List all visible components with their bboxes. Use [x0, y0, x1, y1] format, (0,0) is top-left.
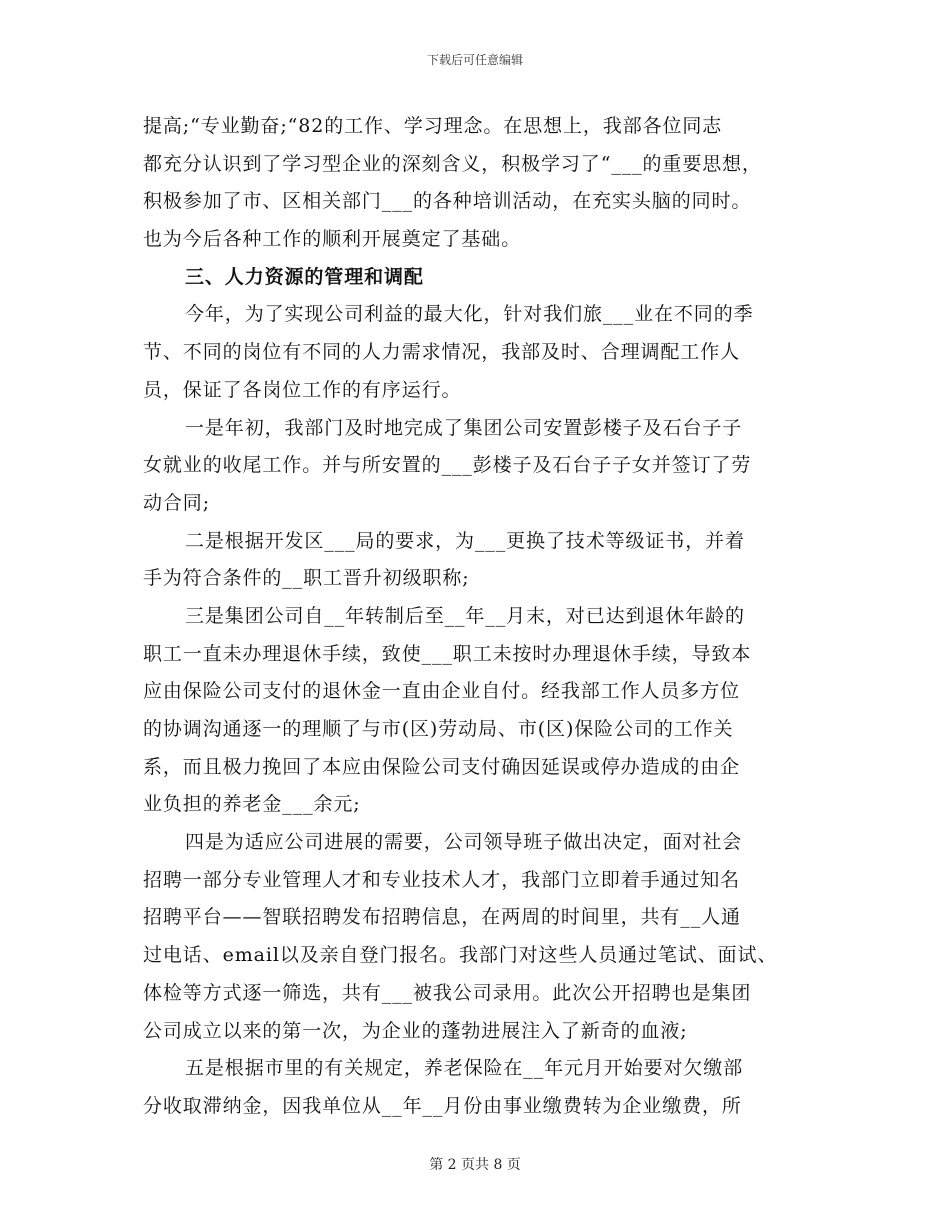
text-line: 四是为适应公司进展的需要，公司领导班子做出决定，面对社会	[185, 831, 743, 854]
text-line: 过电话、email以及亲自登门报名。我部门对这些人员通过笔试、面试、	[143, 944, 778, 967]
text-line: 二是根据开发区___局的要求，为___更换了技术等级证书，并着	[185, 529, 745, 552]
text-line: 节、不同的岗位有不同的人力需求情况，我部及时、合理调配工作人	[143, 341, 741, 364]
text-line: 也为今后各种工作的顺利开展奠定了基础。	[143, 228, 522, 251]
text-line: 应由保险公司支付的退休金一直由企业自付。经我部工作人员多方位	[143, 680, 741, 703]
text-line: 都充分认识到了学习型企业的深刻含义，积极学习了“___的重要思想，	[143, 152, 762, 175]
text-line: 三是集团公司自__年转制后至__年__月末，对已达到退休年龄的	[185, 604, 745, 627]
text-line: 系，而且极力挽回了本应由保险公司支付确因延误或停办造成的由企	[143, 755, 741, 778]
text-line: 公司成立以来的第一次，为企业的蓬勃进展注入了新奇的血液;	[143, 1019, 688, 1042]
text-line: 职工一直未办理退休手续，致使___职工未按时办理退休手续，导致本	[143, 642, 752, 665]
text-line: 招聘平台——智联招聘发布招聘信息，在两周的时间里，共有__人通	[143, 906, 741, 929]
text-line: 业负担的养老金___余元;	[143, 793, 361, 816]
text-line: 提高;“专业勤奋;“82的工作、学习理念。在思想上，我部各位同志	[143, 115, 723, 137]
text-line: 手为符合条件的__职工晋升初级职称;	[143, 567, 470, 590]
section-heading: 三、人力资源的管理和调配	[185, 265, 424, 288]
text-line: 分收取滞纳金，因我单位从__年__月份由事业缴费转为企业缴费，所	[143, 1094, 742, 1117]
text-line: 五是根据市里的有关规定，养老保险在__年元月开始要对欠缴部	[185, 1057, 744, 1080]
text-line: 招聘一部分专业管理人才和专业技术人才，我部门立即着手通过知名	[143, 868, 741, 891]
text-line: 体检等方式逐一筛选，共有___被我公司录用。此次公开招聘也是集团	[143, 981, 752, 1004]
text-line: 今年，为了实现公司利益的最大化，针对我们旅___业在不同的季	[185, 303, 754, 326]
text-line: 一是年初，我部门及时地完成了集团公司安置彭楼子及石台子子	[185, 416, 743, 439]
text-line: 员，保证了各岗位工作的有序运行。	[143, 378, 462, 401]
page-footer: 第 2 页共 8 页	[429, 1157, 521, 1173]
document-body	[143, 108, 813, 1126]
text-line: 动合同;	[143, 491, 211, 514]
text-line: 积极参加了市、区相关部门___的各种培训活动，在充实头脑的同时。	[143, 190, 752, 213]
page-header: 下载后可任意编辑	[426, 53, 523, 67]
text-line: 女就业的收尾工作。并与所安置的___彭楼子及石台子子女并签订了劳	[143, 454, 752, 477]
text-line: 的协调沟通逐一的理顺了与市(区)劳动局、市(区)保险公司的工作关	[143, 718, 734, 740]
